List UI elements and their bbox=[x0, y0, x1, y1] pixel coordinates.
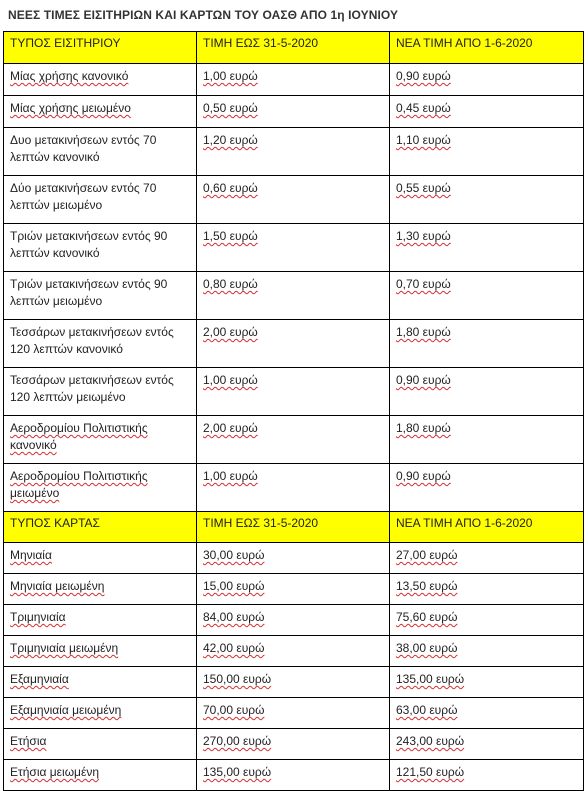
old-price: 1,00 ευρώ bbox=[202, 373, 258, 387]
old-price: 1,50 ευρώ bbox=[202, 229, 258, 243]
old-price: 1,20 ευρώ bbox=[202, 133, 258, 147]
card-type: Ετήσια μειωμένη bbox=[10, 765, 99, 779]
ticket-type: Τεσσάρων μετακινήσεων εντός 120 λεπτών μειωμένο bbox=[10, 373, 174, 404]
table-row bbox=[4, 667, 584, 698]
old-price: 0,60 ευρώ bbox=[202, 181, 258, 195]
card-type-header: ΤΥΠΟΣ ΚΑΡΤΑΣ bbox=[4, 512, 197, 543]
new-price: 1,10 ευρώ bbox=[395, 133, 451, 147]
table-row bbox=[4, 128, 584, 176]
new-price: 75,60 ευρώ bbox=[395, 610, 458, 624]
old-price: 84,00 ευρώ bbox=[202, 610, 265, 624]
new-price: 1,80 ευρώ bbox=[395, 325, 451, 339]
new-price: 0,90 ευρώ bbox=[395, 469, 451, 483]
old-price: 0,80 ευρώ bbox=[202, 277, 258, 291]
table-row bbox=[4, 698, 584, 729]
ticket-type: Αεροδρομίου Πολιτιστικής κανονικό bbox=[10, 421, 148, 452]
new-price: 38,00 ευρώ bbox=[395, 641, 458, 655]
old-price: 135,00 ευρώ bbox=[202, 765, 272, 779]
table-row bbox=[4, 729, 584, 760]
new-price: 1,80 ευρώ bbox=[395, 421, 451, 435]
table-row bbox=[4, 96, 584, 128]
card-type: Μηνιαία μειωμένη bbox=[10, 579, 105, 593]
ticket-type: Αεροδρομίου Πολιτιστικής μειωμένο bbox=[10, 469, 148, 500]
page-title: ΝΕΕΣ ΤΙΜΕΣ ΕΙΣΙΤΗΡΙΩΝ ΚΑΙ ΚΑΡΤΩΝ ΤΟΥ ΟΑΣΘ ΑΠΟ 1η ΙΟΥΝΙΟΥ bbox=[8, 8, 399, 22]
old-price: 1,00 ευρώ bbox=[202, 469, 258, 483]
new-price: 0,90 ευρώ bbox=[395, 373, 451, 387]
card-type: Μηνιαία bbox=[10, 548, 52, 562]
old-price: 15,00 ευρώ bbox=[202, 579, 265, 593]
old-price: 150,00 ευρώ bbox=[202, 672, 272, 686]
old-price: 2,00 ευρώ bbox=[202, 421, 258, 435]
table-row bbox=[4, 416, 584, 464]
new-price: 243,00 ευρώ bbox=[395, 734, 465, 748]
table-row bbox=[4, 368, 584, 416]
new-price: 0,55 ευρώ bbox=[395, 181, 451, 195]
new-price: 27,00 ευρώ bbox=[395, 548, 458, 562]
table-row bbox=[4, 64, 584, 96]
price-table bbox=[3, 31, 584, 791]
old-price: 270,00 ευρώ bbox=[202, 734, 272, 748]
table-row bbox=[4, 636, 584, 667]
ticket-type: Τεσσάρων μετακινήσεων εντός 120 λεπτών κανονικό bbox=[10, 325, 174, 356]
new-price: 1,30 ευρώ bbox=[395, 229, 451, 243]
ticket-type-header: ΤΥΠΟΣ ΕΙΣΙΤΗΡΙΟΥ bbox=[4, 32, 197, 64]
card-header-row bbox=[4, 512, 584, 543]
new-price: 0,90 ευρώ bbox=[395, 69, 451, 83]
ticket-old-price-header: ΤΙΜΗ ΕΩΣ 31-5-2020 bbox=[196, 32, 389, 64]
card-type: Εξαμηνιαία μειωμένη bbox=[10, 703, 122, 717]
new-price: 0,45 ευρώ bbox=[395, 101, 451, 115]
table-row bbox=[4, 224, 584, 272]
old-price: 1,00 ευρώ bbox=[202, 69, 258, 83]
table-row bbox=[4, 320, 584, 368]
old-price: 42,00 ευρώ bbox=[202, 641, 265, 655]
ticket-header-row bbox=[4, 32, 584, 64]
ticket-type: Τριών μετακινήσεων εντός 90 λεπτών μειωμένο bbox=[10, 277, 168, 308]
table-row bbox=[4, 464, 584, 512]
ticket-type: Τριών μετακινήσεων εντός 90 λεπτών κανονικό bbox=[10, 229, 168, 260]
ticket-type: Μίας χρήσης κανονικό bbox=[10, 69, 129, 83]
table-row bbox=[4, 574, 584, 605]
card-new-price-header: ΝΕΑ ΤΙΜΗ ΑΠΟ 1-6-2020 bbox=[389, 512, 583, 543]
card-type: Τριμηνιαία bbox=[10, 610, 66, 624]
table-row bbox=[4, 605, 584, 636]
new-price: 13,50 ευρώ bbox=[395, 579, 458, 593]
old-price: 30,00 ευρώ bbox=[202, 548, 265, 562]
old-price: 0,50 ευρώ bbox=[202, 101, 258, 115]
new-price: 121,50 ευρώ bbox=[395, 765, 465, 779]
new-price: 135,00 ευρώ bbox=[395, 672, 465, 686]
table-row bbox=[4, 176, 584, 224]
ticket-type: Μίας χρήσης μειωμένο bbox=[10, 101, 131, 115]
table-row bbox=[4, 543, 584, 574]
ticket-new-price-header: ΝΕΑ ΤΙΜΗ ΑΠΟ 1-6-2020 bbox=[389, 32, 583, 64]
old-price: 2,00 ευρώ bbox=[202, 325, 258, 339]
ticket-type: Δύο μετακινήσεων εντός 70 λεπτών μειωμένο bbox=[10, 181, 157, 212]
new-price: 63,00 ευρώ bbox=[395, 703, 458, 717]
ticket-type: Δυο μετακινήσεων εντός 70 λεπτών κανονικό bbox=[10, 133, 157, 164]
card-old-price-header: ΤΙΜΗ ΕΩΣ 31-5-2020 bbox=[196, 512, 389, 543]
new-price: 0,70 ευρώ bbox=[395, 277, 451, 291]
old-price: 70,00 ευρώ bbox=[202, 703, 265, 717]
table-row bbox=[4, 760, 584, 791]
table-row bbox=[4, 272, 584, 320]
card-type: Τριμηνιαία μειωμένη bbox=[10, 641, 119, 655]
card-type: Εξαμηνιαία bbox=[10, 672, 69, 686]
card-type: Ετήσια bbox=[10, 734, 47, 748]
